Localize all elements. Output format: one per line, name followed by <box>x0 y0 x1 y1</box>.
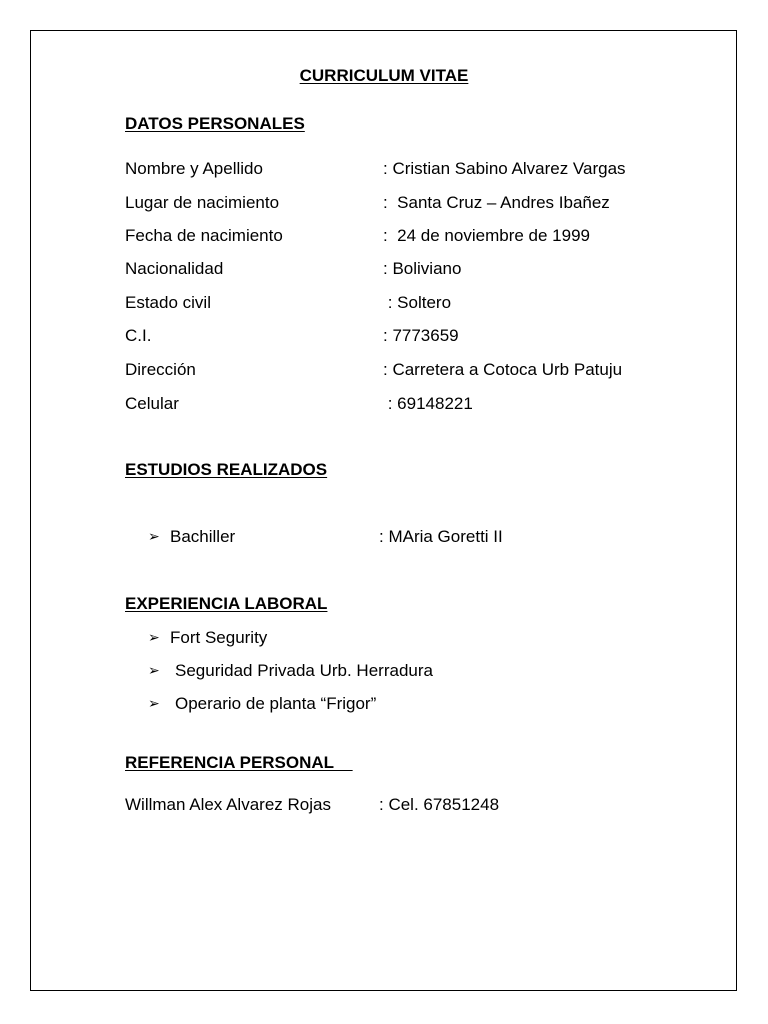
arrow-bullet-icon: ➢ <box>148 528 160 544</box>
section-heading-studies: ESTUDIOS REALIZADOS <box>125 460 328 479</box>
personal-label-phone: Celular <box>125 394 179 413</box>
studies-item-label: Bachiller <box>170 527 236 546</box>
studies-item-value: : MAria Goretti II <box>379 527 503 546</box>
section-heading-personal: DATOS PERSONALES <box>125 114 305 133</box>
personal-value-ci: : 7773659 <box>383 326 459 345</box>
personal-label-civil-status: Estado civil <box>125 293 211 312</box>
personal-value-birthdate: : 24 de noviembre de 1999 <box>383 226 590 245</box>
personal-label-birthdate: Fecha de nacimiento <box>125 226 283 245</box>
arrow-bullet-icon: ➢ <box>148 695 160 711</box>
section-heading-experience: EXPERIENCIA LABORAL <box>125 594 328 613</box>
experience-item: Seguridad Privada Urb. Herradura <box>175 661 433 680</box>
experience-item: Operario de planta “Frigor” <box>175 694 377 713</box>
personal-value-birthplace: : Santa Cruz – Andres Ibañez <box>383 193 610 212</box>
personal-label-name: Nombre y Apellido <box>125 159 263 178</box>
section-heading-reference: REFERENCIA PERSONAL <box>125 753 353 772</box>
personal-label-address: Dirección <box>125 360 196 379</box>
experience-item: Fort Segurity <box>170 628 268 647</box>
personal-value-name: : Cristian Sabino Alvarez Vargas <box>383 159 626 178</box>
arrow-bullet-icon: ➢ <box>148 629 160 645</box>
personal-label-ci: C.I. <box>125 326 152 345</box>
reference-phone: : Cel. 67851248 <box>379 795 500 814</box>
personal-value-nationality: : Boliviano <box>383 259 462 278</box>
personal-value-address: : Carretera a Cotoca Urb Patuju <box>383 360 623 379</box>
personal-label-birthplace: Lugar de nacimiento <box>125 193 280 212</box>
personal-label-nationality: Nacionalidad <box>125 259 224 278</box>
personal-value-phone: : 69148221 <box>383 394 473 413</box>
arrow-bullet-icon: ➢ <box>148 662 160 678</box>
personal-value-civil-status: : Soltero <box>383 293 452 312</box>
reference-name: Willman Alex Alvarez Rojas <box>125 795 331 814</box>
document-title: CURRICULUM VITAE <box>299 66 469 85</box>
